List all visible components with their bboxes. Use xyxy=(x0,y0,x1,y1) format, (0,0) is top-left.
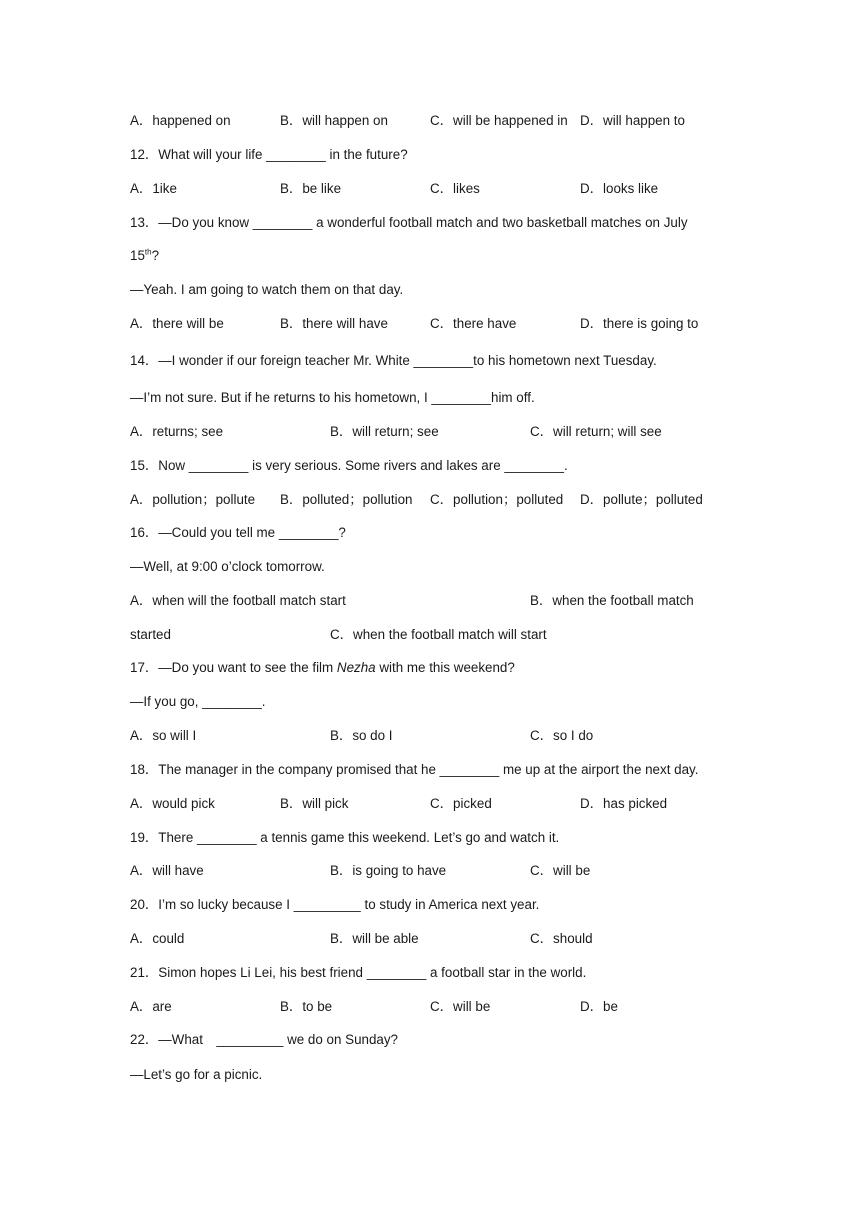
q15-option-c: C．pollution；polluted xyxy=(430,492,564,507)
q13-option-d: D．there is going to xyxy=(580,316,699,331)
q13-date: 15 xyxy=(130,248,145,263)
q13-stem-continued xyxy=(130,247,159,265)
q21-option-d: D．be xyxy=(580,999,618,1014)
q19-option-c: C．will be xyxy=(530,863,591,878)
q12-option-a: A．1ike xyxy=(130,181,177,196)
q12-stem: 12．What will your life ________ in the future? xyxy=(130,147,408,162)
q16-option-c: C．when the football match will start xyxy=(330,627,547,642)
q11-option-c: C．will be happened in xyxy=(430,113,568,128)
q15-stem: 15．Now ________ is very serious. Some rivers and lakes are ________. xyxy=(130,458,568,473)
q16-reply: —Well, at 9:00 o’clock tomorrow. xyxy=(130,559,325,574)
q22-reply: —Let’s go for a picnic. xyxy=(130,1067,263,1082)
q20-option-b: B．will be able xyxy=(330,931,419,946)
q17-option-a: A．so will I xyxy=(130,728,197,743)
q21-option-c: C．will be xyxy=(430,999,491,1014)
q16-option-b-continued: started xyxy=(130,627,171,642)
q17-stem-start: 17．—Do you want to see the film xyxy=(130,660,337,675)
q15-option-b: B．polluted；pollution xyxy=(280,492,413,507)
q21-option-a: A．are xyxy=(130,999,172,1014)
q15-option-a: A．pollution；pollute xyxy=(130,492,256,507)
q14-option-b: B．will return; see xyxy=(330,424,439,439)
q12-option-c: C．likes xyxy=(430,181,480,196)
q18-option-c: C．picked xyxy=(430,796,492,811)
q13-question-mark: ? xyxy=(151,248,160,263)
q18-option-b: B．will pick xyxy=(280,796,349,811)
q18-option-d: D．has picked xyxy=(580,796,668,811)
q13-reply: —Yeah. I am going to watch them on that day. xyxy=(130,282,404,297)
q13-date-suffix: th xyxy=(144,247,152,257)
q14-option-c: C．will return; will see xyxy=(530,424,662,439)
q13-option-b: B．there will have xyxy=(280,316,388,331)
q11-option-d: D．will happen to xyxy=(580,113,685,128)
q21-option-b: B．to be xyxy=(280,999,333,1014)
q16-stem: 16．—Could you tell me ________? xyxy=(130,525,346,540)
q18-option-a: A．would pick xyxy=(130,796,215,811)
q15-option-d: D．pollute；polluted xyxy=(580,492,703,507)
q21-stem: 21．Simon hopes Li Lei, his best friend ________ a football star in the world. xyxy=(130,965,587,980)
q20-option-c: C．should xyxy=(530,931,593,946)
q13-option-c: C．there have xyxy=(430,316,517,331)
q13-stem: 13．—Do you know ________ a wonderful football match and two basketball matches on July xyxy=(130,215,688,230)
q11-option-a: A．happened on xyxy=(130,113,231,128)
q14-reply: —I’m not sure. But if he returns to his hometown, I ________him off. xyxy=(130,390,535,405)
q17-stem-end: with me this weekend? xyxy=(375,660,515,675)
q17-stem xyxy=(130,659,515,677)
q17-option-b: B．so do I xyxy=(330,728,393,743)
q19-option-b: B．is going to have xyxy=(330,863,447,878)
q12-option-d: D．looks like xyxy=(580,181,659,196)
q17-reply: —If you go, ________. xyxy=(130,694,266,709)
q16-option-b: B．when the football match xyxy=(530,593,694,608)
q17-option-c: C．so I do xyxy=(530,728,594,743)
q22-stem: 22．—What _________ we do on Sunday? xyxy=(130,1032,398,1047)
q19-option-a: A．will have xyxy=(130,863,204,878)
q17-film-title: Nezha xyxy=(336,660,376,675)
q19-stem: 19．There ________ a tennis game this weekend. Let’s go and watch it. xyxy=(130,830,560,845)
q11-option-b: B．will happen on xyxy=(280,113,388,128)
q13-option-a: A．there will be xyxy=(130,316,224,331)
q14-stem: 14．—I wonder if our foreign teacher Mr. White ________to his hometown next Tuesday. xyxy=(130,353,657,368)
q16-option-a: A．when will the football match start xyxy=(130,593,346,608)
q20-stem: 20．I’m so lucky because I _________ to study in America next year. xyxy=(130,897,540,912)
q12-option-b: B．be like xyxy=(280,181,342,196)
q18-stem: 18．The manager in the company promised that he ________ me up at the airport the next day. xyxy=(130,762,699,777)
q14-option-a: A．returns; see xyxy=(130,424,224,439)
q20-option-a: A．could xyxy=(130,931,185,946)
